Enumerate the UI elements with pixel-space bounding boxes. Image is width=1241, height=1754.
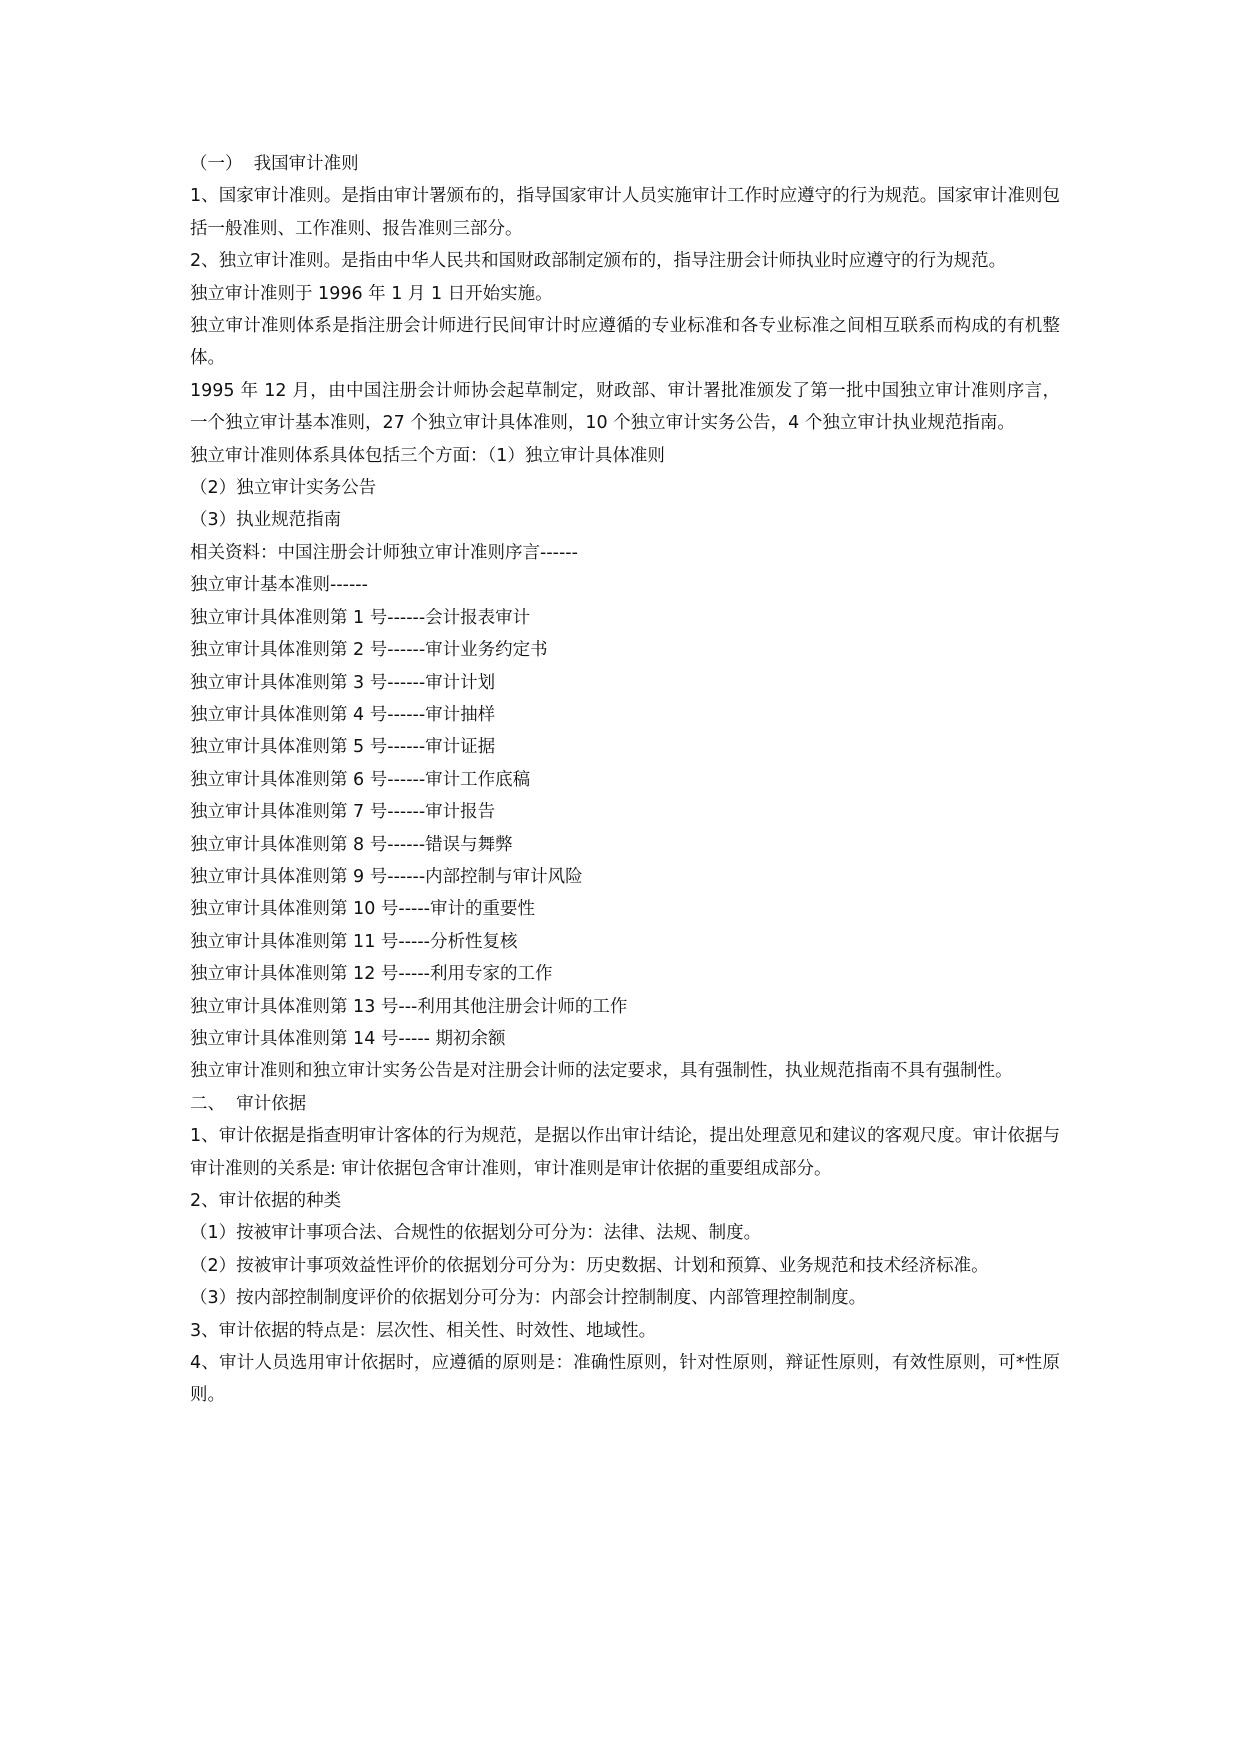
- list-item: （1）按被审计事项合法、合规性的依据划分可分为：法律、法规、制度。: [190, 1223, 762, 1244]
- list-item: 独立审计具体准则第 12 号-----利用专家的工作: [190, 964, 553, 985]
- list-item: 独立审计具体准则第 5 号------审计证据: [190, 737, 496, 758]
- paragraph: 2、审计依据的种类: [190, 1191, 342, 1211]
- paragraph: 1995 年 12 月，由中国注册会计师协会起草制定，财政部、审计署批准颁发了第一批中国独立审计准则序言，一个独立审计基本准则，27 个独立审计具体准则，10 个独立审计实务公告，4 个独立审计执业规范指南。: [190, 380, 1060, 434]
- paragraph: 1、审计依据是指查明审计客体的行为规范，是据以作出审计结论，提出处理意见和建议的客观尺度。审计依据与审计准则的关系是: 审计依据包含审计准则，审计准则是审计依据的重要组成部分。: [190, 1126, 1060, 1179]
- paragraph: 独立审计准则体系是指注册会计师进行民间审计时应遵循的专业标准和各专业标准之间相互联系而构成的有机整体。: [190, 316, 1060, 369]
- list-item: 独立审计具体准则第 3 号------审计计划: [190, 672, 496, 693]
- list-item: 独立审计具体准则第 9 号------内部控制与审计风险: [190, 866, 583, 887]
- list-item: 独立审计具体准则第 10 号-----审计的重要性: [190, 899, 535, 920]
- paragraph: 4、审计人员选用审计依据时，应遵循的原则是：准确性原则，针对性原则，辩证性原则，有效性原则，可*性原则。: [190, 1353, 1060, 1406]
- paragraph: 独立审计准则和独立审计实务公告是对注册会计师的法定要求，具有强制性，执业规范指南不具有强制性。: [190, 1061, 1013, 1082]
- section-heading: （一） 我国审计准则: [190, 154, 359, 174]
- paragraph: 1、国家审计准则。是指由审计署颁布的，指导国家审计人员实施审计工作时应遵守的行为规范。国家审计准则包括一般准则、工作准则、报告准则三部分。: [190, 186, 1060, 239]
- paragraph: 独立审计准则于 1996 年 1 月 1 日开始实施。: [190, 283, 553, 304]
- list-item: （2）按被审计事项效益性评价的依据划分可分为：历史数据、计划和预算、业务规范和技术经济标准。: [190, 1255, 989, 1276]
- list-item: （3）按内部控制制度评价的依据划分可分为：内部会计控制制度、内部管理控制制度。: [190, 1288, 867, 1309]
- section-heading: 二、 审计依据: [190, 1093, 307, 1114]
- document-body: [190, 148, 1060, 1412]
- paragraph: 独立审计准则体系具体包括三个方面：（1）独立审计具体准则: [190, 445, 665, 466]
- paragraph: 相关资料：中国注册会计师独立审计准则序言------: [190, 542, 578, 563]
- list-item: 独立审计具体准则第 4 号------审计抽样: [190, 704, 496, 725]
- list-item: 独立审计具体准则第 1 号------会计报表审计: [190, 607, 531, 628]
- paragraph: 2、独立审计准则。是指由中华人民共和国财政部制定颁布的，指导注册会计师执业时应遵守的行为规范。: [190, 251, 1007, 272]
- list-item: 独立审计具体准则第 2 号------审计业务约定书: [190, 640, 548, 661]
- list-item: 独立审计具体准则第 13 号---利用其他注册会计师的工作: [190, 996, 628, 1017]
- list-item: 独立审计具体准则第 6 号------审计工作底稿: [190, 769, 531, 790]
- list-item: 独立审计具体准则第 14 号----- 期初余额: [190, 1028, 506, 1049]
- paragraph: 3、审计依据的特点是：层次性、相关性、时效性、地域性。: [190, 1320, 657, 1341]
- list-item: 独立审计具体准则第 11 号-----分析性复核: [190, 931, 518, 952]
- list-item: 独立审计基本准则------: [190, 575, 368, 596]
- list-item: （2）独立审计实务公告: [190, 478, 377, 499]
- list-item: 独立审计具体准则第 8 号------错误与舞弊: [190, 834, 513, 855]
- list-item: 独立审计具体准则第 7 号------审计报告: [190, 802, 496, 823]
- list-item: （3）执业规范指南: [190, 510, 342, 531]
